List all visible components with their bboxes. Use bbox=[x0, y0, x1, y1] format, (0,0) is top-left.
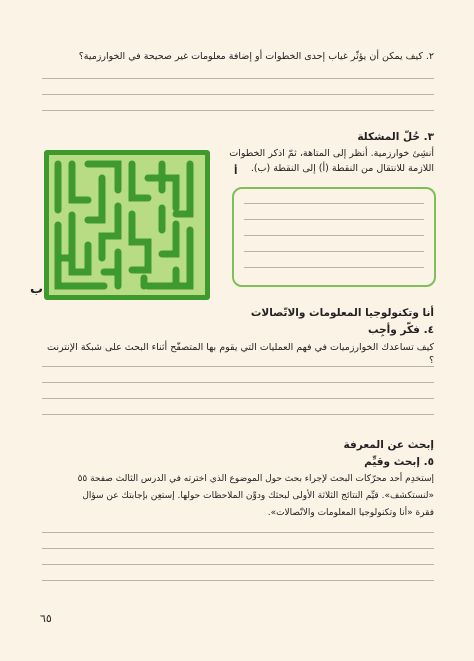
answer-line[interactable] bbox=[42, 78, 434, 79]
answer-line bbox=[244, 219, 424, 220]
answer-line bbox=[244, 203, 424, 204]
page-number: ٦٥ bbox=[40, 612, 52, 625]
question-5-line-2: «لنستكشف». قيِّم النتائج الثلاثة الأولى لبحثك ودوِّن الملاحظات حولها. إستعِن بإجابتك عن سؤال bbox=[82, 491, 434, 501]
answer-line bbox=[244, 267, 424, 268]
question-4-heading: ٤. فكّر وأجِب bbox=[367, 324, 434, 336]
answer-line[interactable] bbox=[42, 94, 434, 95]
question-3-line-2: اللازمة للانتقال من النقطة (أ) إلى النقطة (ب). bbox=[250, 163, 434, 174]
question-4-text: كيف تساعدك الخوارزميات في فهم العمليات التي يقوم بها المتصفّح أثناء البحث على شبكة الإنترنت ؟ bbox=[47, 342, 434, 366]
question-5-line-1: إستخدِم أحد محرّكات البحث لإجراء بحث حول الموضوع الذي اخترته في الدرس الثالث صفحة ٥٥ bbox=[77, 474, 434, 484]
maze-point-b-label: ب bbox=[30, 282, 44, 297]
maze-image bbox=[44, 150, 210, 300]
question-2-text: ٢. كيف يمكن أن يؤثّر غياب إحدى الخطوات أو إضافة معلومات غير صحيحة في الخوارزمية؟ bbox=[78, 51, 434, 62]
answer-line[interactable] bbox=[42, 532, 434, 533]
answer-line[interactable] bbox=[42, 580, 434, 581]
answer-line[interactable] bbox=[42, 548, 434, 549]
section-title-research: إبحث عن المعرفة bbox=[343, 439, 434, 451]
maze-point-a-label: أ bbox=[234, 166, 238, 177]
answer-line[interactable] bbox=[42, 564, 434, 565]
question-5-heading: ٥. إبحث وقيِّم bbox=[364, 456, 434, 468]
question-5-line-3: فقرة «أنا وتكنولوجيا المعلومات والاتّصالات». bbox=[267, 508, 434, 518]
answer-line[interactable] bbox=[42, 398, 434, 399]
answer-box[interactable] bbox=[232, 187, 436, 287]
answer-line[interactable] bbox=[42, 110, 434, 111]
answer-line bbox=[244, 235, 424, 236]
answer-line[interactable] bbox=[42, 366, 434, 367]
question-3-line-1: أنشِئ خوارزمية. أنظر إلى المتاهة، ثمّ اذكر الخطوات bbox=[229, 148, 434, 159]
answer-line[interactable] bbox=[42, 382, 434, 383]
question-3-heading: ٣. حُلّ المشكلة bbox=[357, 131, 434, 143]
answer-line bbox=[244, 251, 424, 252]
section-title-ict: أنا وتكنولوجيا المعلومات والاتّصالات bbox=[250, 307, 434, 319]
answer-line[interactable] bbox=[42, 414, 434, 415]
